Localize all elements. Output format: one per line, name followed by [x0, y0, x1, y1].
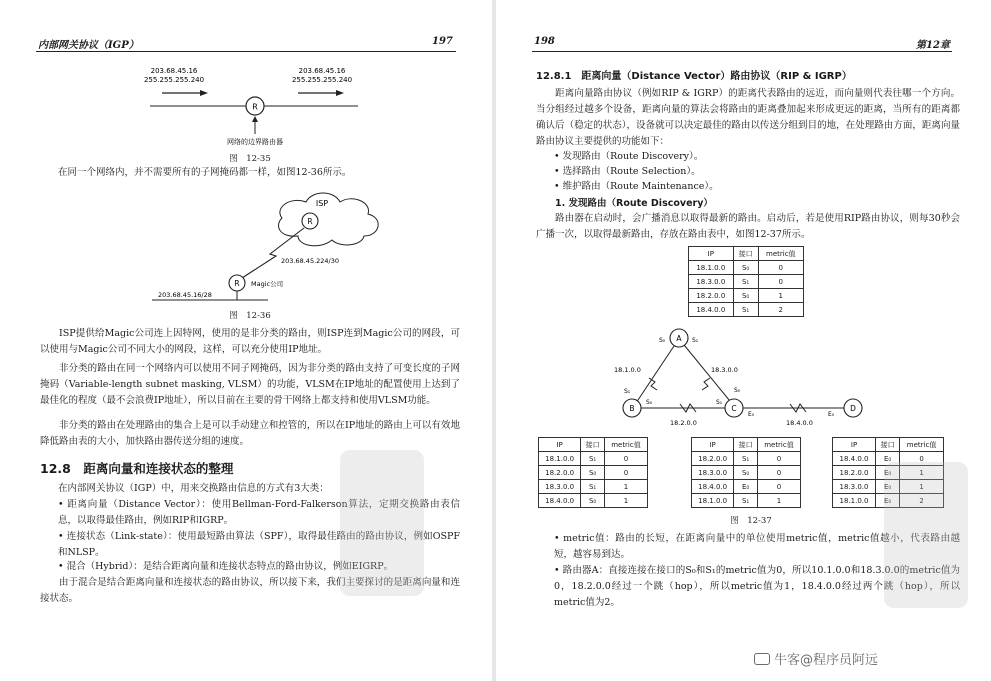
right-paragraph-1: 距离向量路由协议（例如RIP & IGRP）的距离代表路由的远近，而向量则代表往哪一个方向。当分组经过越多个设备，距离向量的算法会将路由的距离叠加起来形成更远的距离，当所有的距离都确认后（稳定的状态），设备就可以决定最佳的路由以传送分组到目的地，在处理路由方面，距离向量路由协议主要提供的功能如下： — [536, 88, 960, 147]
table-row — [689, 289, 804, 303]
table-cell: 18.4.0.0 — [692, 480, 734, 494]
table-header: IP — [689, 247, 734, 261]
table-cell: S₁ — [733, 303, 758, 317]
table-cell: 0 — [758, 261, 803, 275]
figure-12-36 — [150, 188, 400, 306]
left-paragraph-4: 在内部网关协议（IGP）中，用来交换路由信息的方式有3大类： — [58, 483, 329, 494]
table-cell: S₀ — [733, 289, 758, 303]
port-c-right: E₀ — [748, 411, 755, 418]
net-cd-label: 18.4.0.0 — [786, 419, 813, 427]
routing-table-a — [688, 246, 804, 317]
right-bullet-2: • 选择路由（Route Selection）。 — [554, 166, 701, 177]
left-paragraph-2: 非分类的路由在同一个网络内可以使用不同子网掩码，因为非分类的路由支持了可变长度的子网掩码（Variable-length subnet masking, VLSM）的功能，VLSM在IP地址的配置使用上达到了最佳化的程度（最不会浪费IP地址），所以目前在主要的骨干网络上都支持和使用VLSM功能。 — [40, 363, 460, 406]
fig37-caption: 图 12-37 — [730, 516, 772, 526]
table-row — [692, 494, 801, 508]
watermark-text: 牛客@程序员阿远 — [774, 653, 879, 668]
left-paragraph-3: 非分类的路由在处理路由的集合上是可以手动建立和控管的，所以在IP地址的路由上可以有效地降低路由表的大小，加快路由器传送分组的速度。 — [40, 420, 460, 447]
right-header-rule — [532, 51, 952, 52]
table-header: metric值 — [757, 438, 800, 452]
routing-table-c — [691, 437, 801, 508]
table-cell: 18.2.0.0 — [539, 466, 581, 480]
table-cell: 18.1.0.0 — [692, 494, 734, 508]
table-header: metric值 — [604, 438, 647, 452]
section-12-8-title: 12.8 距离向量和连接状态的整理 — [40, 461, 234, 476]
table-header: metric值 — [758, 247, 803, 261]
isp-cloud — [279, 193, 379, 246]
company-label: Magic公司 — [251, 280, 284, 288]
table-header: 接口 — [733, 247, 758, 261]
table-header: metric值 — [900, 438, 944, 452]
addr-left: 203.68.45.16 — [150, 67, 198, 75]
table-cell: 0 — [757, 480, 800, 494]
table-cell: 18.2.0.0 — [833, 466, 876, 480]
table-header-row — [689, 247, 804, 261]
table-cell: 18.2.0.0 — [689, 289, 734, 303]
router-b-label: B — [629, 404, 635, 413]
left-header-rule — [36, 51, 456, 52]
mask-left: 255.255.255.240 — [143, 76, 205, 84]
table-header-row — [692, 438, 801, 452]
table-header: 接口 — [734, 438, 758, 452]
table-header: IP — [539, 438, 581, 452]
routing-table-b — [538, 437, 648, 508]
table-cell: E₀ — [734, 480, 758, 494]
table-row — [692, 452, 801, 466]
left-page-number: 197 — [432, 36, 453, 47]
table-header: 接口 — [876, 438, 900, 452]
net-ac-label: 18.3.0.0 — [711, 366, 738, 374]
left-bullet-2: • 连接状态（Link-state）：使用最短路由算法（SPF），取得最佳路由的路由协议，例如OSPF和NLSP。 — [58, 531, 460, 558]
fig36-caption: 图 12-36 — [229, 311, 271, 321]
table-cell: 1 — [900, 480, 944, 494]
item-1-title: 1. 发现路由（Route Discovery） — [555, 198, 713, 209]
table-cell: E₀ — [876, 452, 900, 466]
right-bullet-3: • 维护路由（Route Maintenance）。 — [554, 181, 719, 192]
table-cell: 2 — [900, 494, 944, 508]
addr-right: 203.68.45.16 — [298, 67, 346, 75]
table-cell: 18.4.0.0 — [689, 303, 734, 317]
port-b-right: S₀ — [646, 399, 653, 406]
border-router-label: R — [252, 102, 258, 112]
table-header-row — [539, 438, 648, 452]
left-bullet-3: • 混合（Hybrid）：是结合距离向量和连接状态特点的路由协议，例如EIGRP。 — [58, 561, 394, 572]
net-bc-label: 18.2.0.0 — [670, 419, 697, 427]
platform-watermark — [754, 649, 878, 668]
table-cell: S₁ — [734, 452, 758, 466]
border-router-caption-label: 网络的边界路由器 — [227, 138, 283, 146]
table-cell: 18.3.0.0 — [833, 480, 876, 494]
table-row — [692, 466, 801, 480]
table-row — [689, 303, 804, 317]
net-ab-label: 18.1.0.0 — [614, 366, 641, 374]
table-cell: 2 — [758, 303, 803, 317]
left-bullet-1: • 距离向量（Distance Vector）：使用Bellman-Ford-Falkerson算法，定期交换路由表信息，以取得最佳路由，例如RIP和IGRP。 — [58, 499, 460, 526]
stamp-watermark-right — [866, 450, 986, 620]
table-cell: 18.4.0.0 — [539, 494, 581, 508]
stamp-watermark-left — [322, 438, 442, 608]
right-bullet-1: • 发现路由（Route Discovery）。 — [554, 151, 704, 162]
table-cell: 0 — [604, 466, 647, 480]
right-paragraph-2: 路由器在启动时，会广播消息以取得最新的路由。启动后，若是使用RIP路由协议，则每30秒会广播一次，以取得最新路由，存放在路由表中，如图12-37所示。 — [536, 213, 960, 240]
table-row — [689, 261, 804, 275]
table-cell: 0 — [757, 466, 800, 480]
table-cell: 18.3.0.0 — [692, 466, 734, 480]
port-c-top: S₀ — [734, 387, 741, 394]
left-paragraph-5: 由于混合是结合距离向量和连接状态的路由协议，所以接下来，我们主要探讨的是距离向量和连接状态。 — [40, 577, 460, 604]
table-cell: 1 — [604, 494, 647, 508]
isp-label: ISP — [315, 199, 329, 208]
router-c-label: C — [731, 404, 737, 413]
serial-net-label: 203.68.45.224/30 — [281, 257, 340, 265]
table-cell: 1 — [900, 466, 944, 480]
port-a-left: S₀ — [659, 337, 666, 344]
table-cell: 18.1.0.0 — [689, 261, 734, 275]
right-bullet-router-a: • 路由器A：直接连接在接口的S₀和S₁的metric值为0，所以10.1.0.0和18.3.0.0的metric值为0，18.2.0.0经过一个跳（hop），所以metric值为1，18.4.0.0经过两个跳（hop），所以metric值为2。 — [554, 565, 960, 608]
table-cell: S₁ — [734, 494, 758, 508]
table-cell: S₀ — [581, 494, 605, 508]
table-cell: 18.3.0.0 — [689, 275, 734, 289]
table-cell: 18.2.0.0 — [692, 452, 734, 466]
table-cell: 0 — [900, 452, 944, 466]
left-header-title: 内部网关协议（IGP） — [38, 40, 139, 51]
table-cell: 1 — [758, 289, 803, 303]
table-row — [539, 494, 648, 508]
router-d-label: D — [850, 404, 856, 413]
figure-12-35 — [140, 62, 370, 157]
table-row — [539, 480, 648, 494]
table-cell: E₀ — [876, 480, 900, 494]
fig35-caption: 图 12-35 — [229, 154, 271, 164]
table-row — [539, 466, 648, 480]
table-cell: E₀ — [876, 494, 900, 508]
subsection-12-8-1-title: 12.8.1 距离向量（Distance Vector）路由协议（RIP & IGRP） — [536, 71, 852, 82]
table-header: IP — [833, 438, 876, 452]
port-c-left: S₁ — [716, 399, 723, 406]
table-cell: 0 — [758, 275, 803, 289]
table-cell: S₁ — [581, 452, 605, 466]
port-d-left: E₀ — [828, 411, 835, 418]
figure-12-37-network-diagram — [606, 326, 876, 430]
right-bullet-metric: • metric值：路由的长短，在距离向量中的单位使用metric值，metric值越小，代表路由越短，越容易到达。 — [554, 533, 960, 560]
router-a-label: A — [676, 334, 682, 343]
table-cell: S₁ — [581, 480, 605, 494]
right-page — [496, 0, 991, 681]
port-b-top: S₁ — [624, 388, 631, 395]
table-row — [689, 275, 804, 289]
table-cell: 1 — [604, 480, 647, 494]
company-router-label: R — [234, 279, 240, 288]
table-header: 接口 — [581, 438, 605, 452]
table-cell: 18.4.0.0 — [833, 452, 876, 466]
fig36-intro-paragraph: 在同一个网络内，并不需要所有的子网掩码都一样，如图12-36所示。 — [58, 167, 352, 178]
table-cell: S₁ — [733, 275, 758, 289]
table-cell: 18.3.0.0 — [539, 480, 581, 494]
table-row — [539, 452, 648, 466]
right-page-number: 198 — [534, 36, 555, 47]
watermark-logo-icon — [754, 653, 770, 665]
isp-router-label: R — [307, 217, 313, 226]
table-cell: 18.1.0.0 — [833, 494, 876, 508]
mask-right: 255.255.255.240 — [291, 76, 353, 84]
table-cell: 18.1.0.0 — [539, 452, 581, 466]
table-header: IP — [692, 438, 734, 452]
table-row — [692, 480, 801, 494]
table-cell: 1 — [757, 494, 800, 508]
port-a-right: S₁ — [692, 337, 699, 344]
table-cell: S₀ — [734, 466, 758, 480]
lan-net-label: 203.68.45.16/28 — [158, 291, 212, 299]
left-page — [0, 0, 492, 681]
table-cell: 0 — [604, 452, 647, 466]
table-cell: S₀ — [581, 466, 605, 480]
right-header-chapter: 第12章 — [916, 40, 950, 51]
table-cell: 0 — [757, 452, 800, 466]
table-cell: S₀ — [733, 261, 758, 275]
table-cell: E₀ — [876, 466, 900, 480]
left-paragraph-1: ISP提供给Magic公司连上因特网，使用的是非分类的路由，则ISP连到Magic公司的网段，可以使用与Magic公司不同大小的网段，这样，可以充分使用IP地址。 — [40, 328, 460, 355]
